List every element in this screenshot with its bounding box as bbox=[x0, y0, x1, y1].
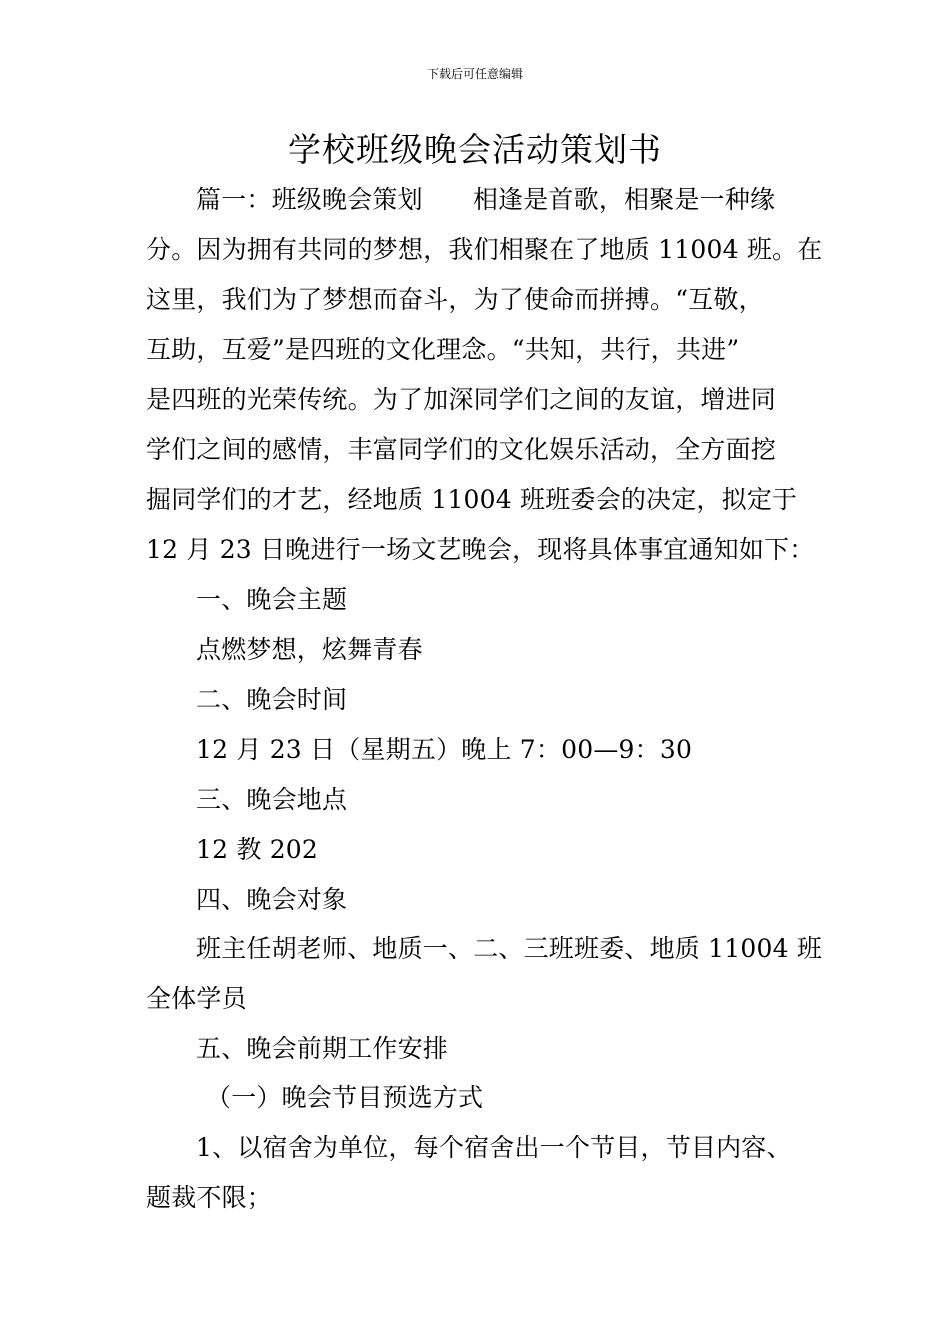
header-note: 下载后可任意编辑 bbox=[426, 67, 523, 81]
prep-subheading: （一）晚会节目预选方式 bbox=[206, 1083, 484, 1112]
intro-line-0: 相逢是首歌，相聚是一种缘 bbox=[472, 185, 776, 214]
prep-item-line1: 1、以宿舍为单位，每个宿舍出一个节目，节目内容、 bbox=[196, 1133, 792, 1162]
document-title: 学校班级晚会活动策划书 bbox=[288, 130, 662, 169]
prep-heading: 五、晚会前期工作安排 bbox=[196, 1034, 449, 1063]
intro-line-3: 互助，互爱”是四班的文化理念。“共知，共行，共进” bbox=[146, 335, 740, 364]
audience-text-line2: 全体学员 bbox=[146, 984, 247, 1013]
audience-text-line1: 班主任胡老师、地质一、二、三班班委、地质 11004 班 bbox=[196, 934, 823, 963]
intro-line-7: 12 月 23 日晚进行一场文艺晚会，现将具体事宜通知如下： bbox=[146, 535, 815, 564]
time-text: 12 月 23 日（星期五）晚上 7：00—9：30 bbox=[196, 735, 693, 764]
theme-text: 点燃梦想，炫舞青春 bbox=[196, 635, 423, 664]
time-heading: 二、晚会时间 bbox=[196, 685, 348, 714]
intro-line-2: 这里，我们为了梦想而奋斗，为了使命而拼搏。“互敬， bbox=[146, 285, 764, 314]
theme-heading: 一、晚会主题 bbox=[196, 585, 348, 614]
place-heading: 三、晚会地点 bbox=[196, 785, 348, 814]
intro-first-line bbox=[196, 183, 866, 217]
intro-line-6: 掘同学们的才艺，经地质 11004 班班委会的决定，拟定于 bbox=[146, 485, 798, 514]
prep-item-line2: 题裁不限； bbox=[146, 1183, 273, 1212]
section-label: 篇一：班级晚会策划 bbox=[196, 185, 423, 214]
intro-line-4: 是四班的光荣传统。为了加深同学们之间的友谊，增进同 bbox=[146, 385, 777, 414]
intro-line-5: 学们之间的感情，丰富同学们的文化娱乐活动，全方面挖 bbox=[146, 435, 777, 464]
intro-line-1: 分。因为拥有共同的梦想，我们相聚在了地质 11004 班。在 bbox=[146, 235, 823, 264]
audience-heading: 四、晚会对象 bbox=[196, 885, 348, 914]
place-text: 12 教 202 bbox=[196, 835, 319, 864]
